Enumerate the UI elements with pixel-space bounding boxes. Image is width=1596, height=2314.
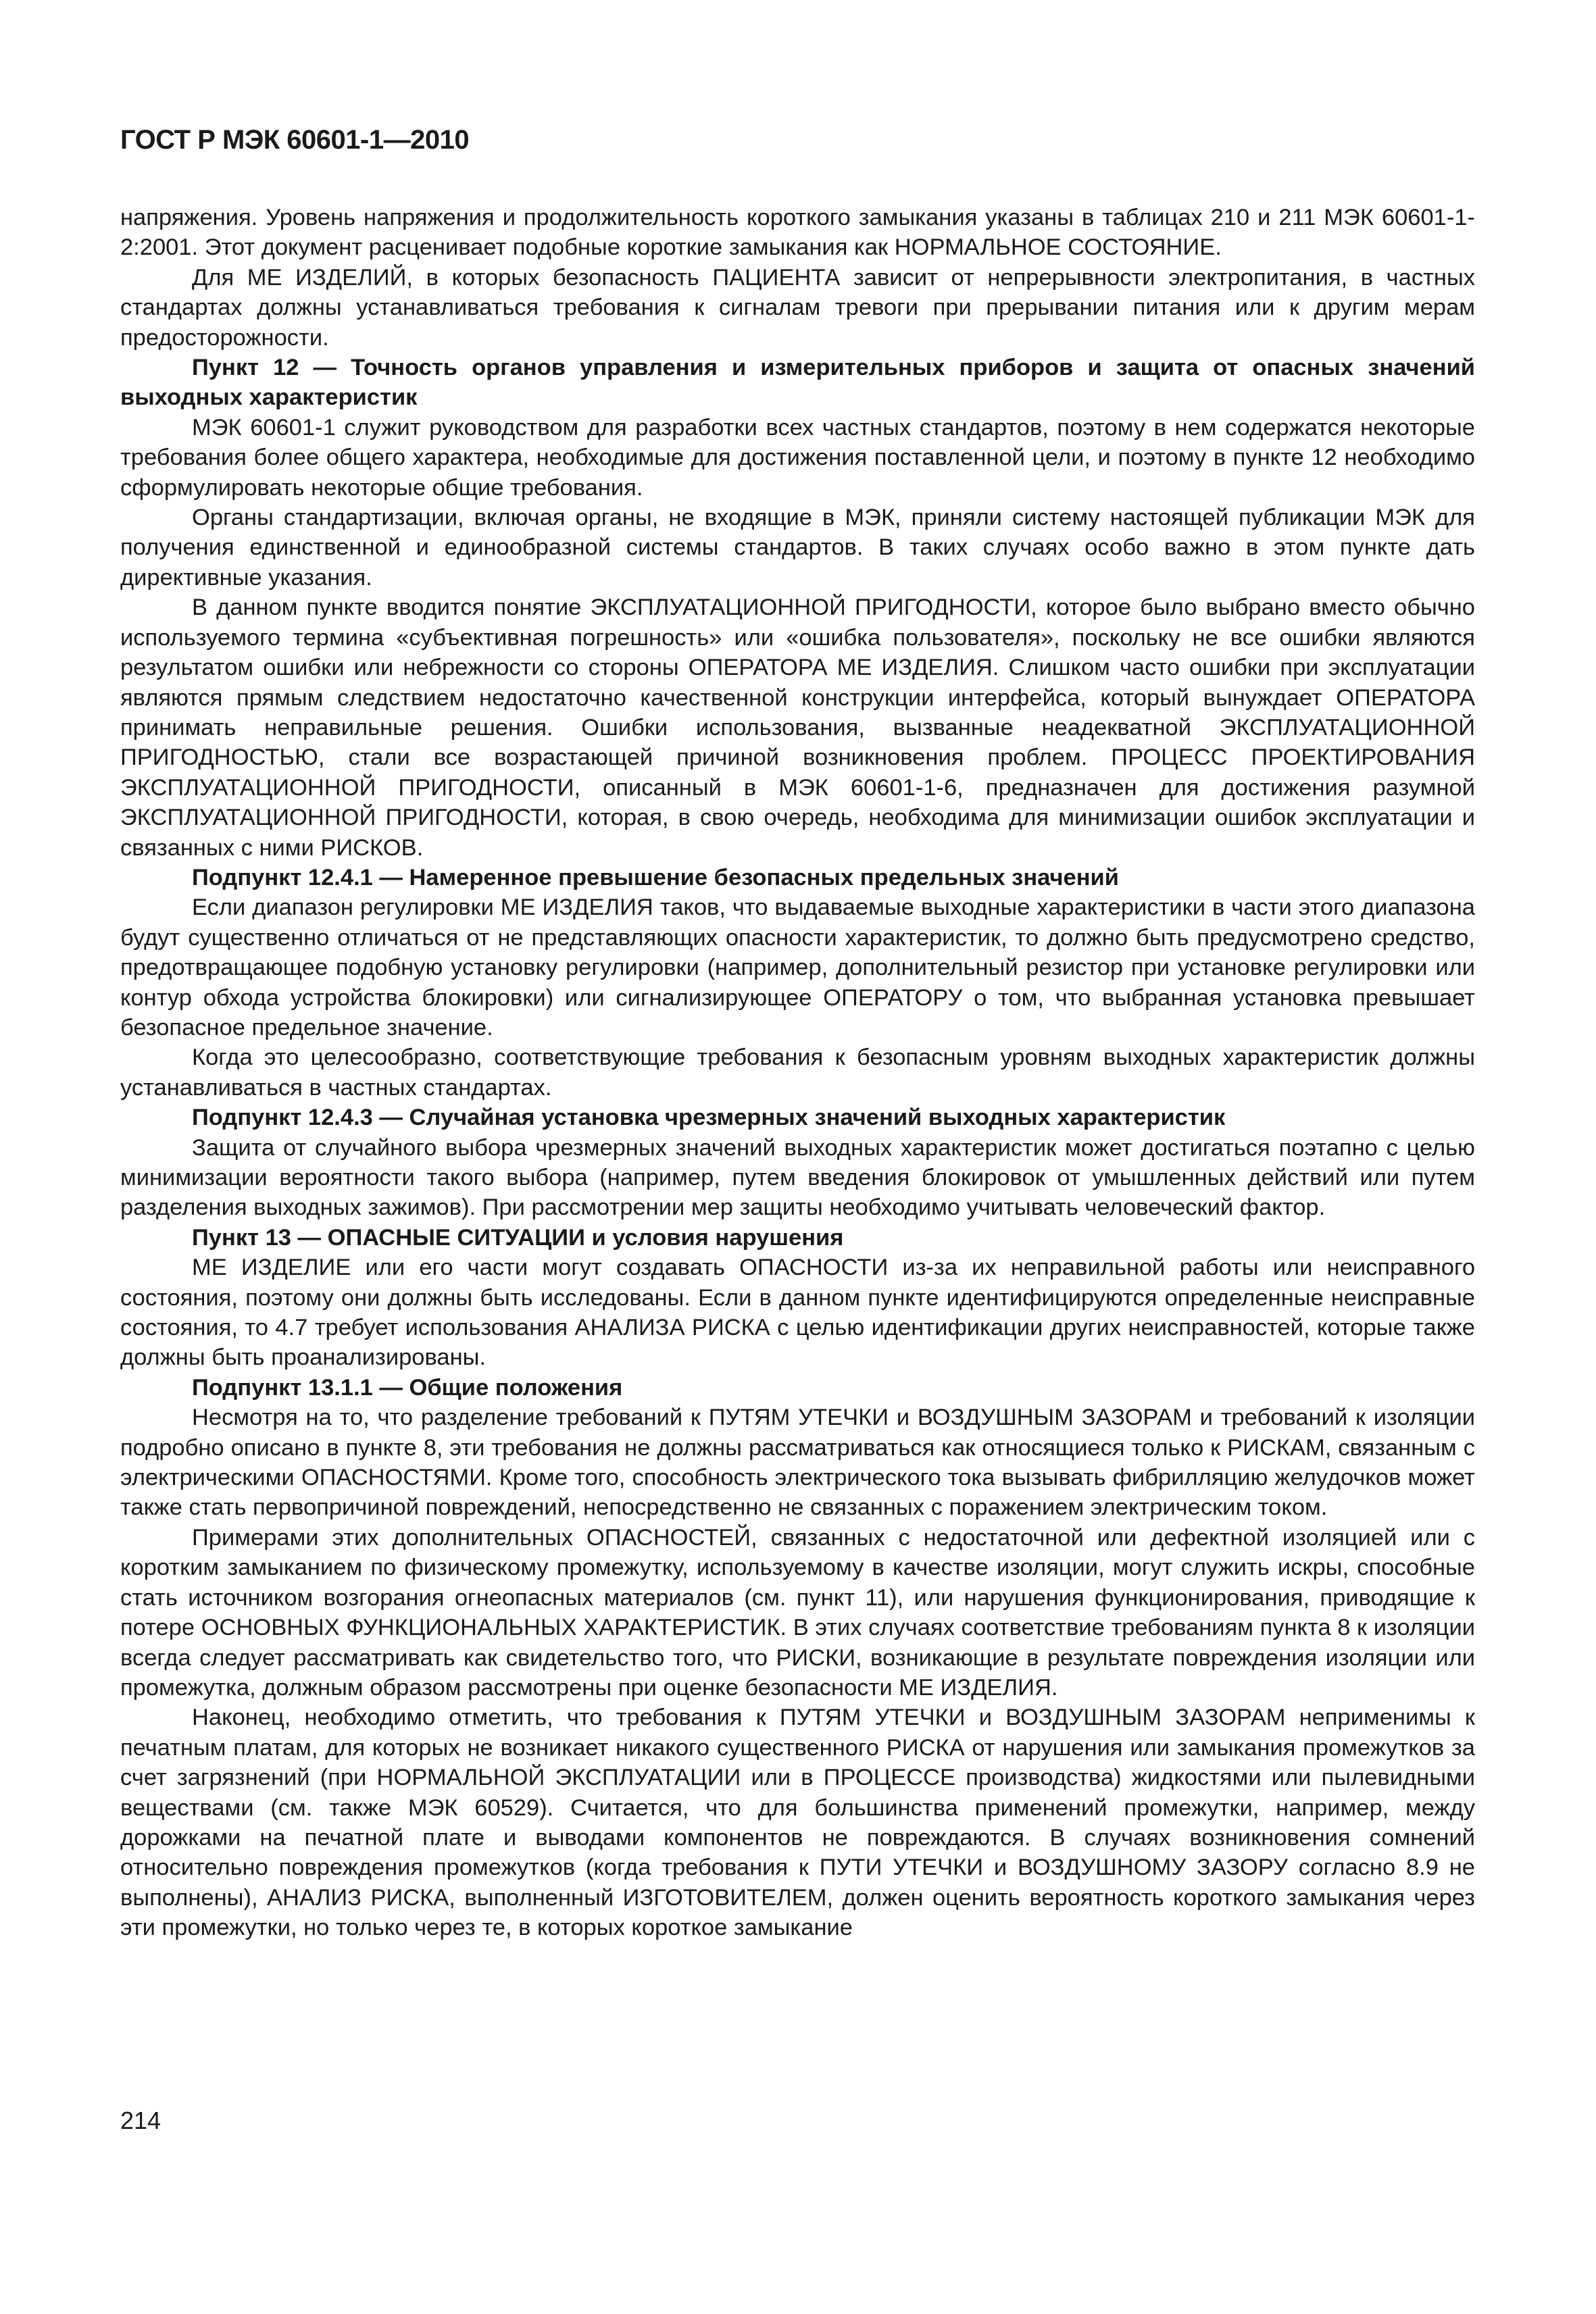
section-heading-subclause-12-4-1: Подпункт 12.4.1 — Намеренное превышение безопасных предельных значений xyxy=(192,864,1119,890)
paragraph: Примерами этих дополнительных ОПАСНОСТЕЙ, связанных с недостаточной или дефектной изоляцией или с коротким замыканием по физическому промежутку, используемому в качестве изоляции, могут служить искры, способные стать источником возгорания огнеопасных материалов (см. пункт 11), или нарушения функционирования, приводящие к потере ОСНОВНЫХ ФУНКЦИОНАЛЬНЫХ ХАРАКТЕРИСТИК. В этих случаях соответствие требованиям пункта 8 к изоляции всегда следует рассматривать как свидетельство того, что РИСКИ, возникающие в результате повреждения изоляции или промежутка, должным образом рассмотрены при оценке безопасности ME ИЗДЕЛИЯ. xyxy=(120,1524,1475,1701)
section-heading-subclause-13-1-1: Подпункт 13.1.1 — Общие положения xyxy=(192,1374,623,1401)
paragraph: Для ME ИЗДЕЛИЙ, в которых безопасность ПАЦИЕНТА зависит от непрерывности электропитания, в частных стандартах должны устанавливаться требования к сигналам тревоги при прерывании питания или к другим мерам предосторожности. xyxy=(120,264,1475,351)
paragraph: Органы стандартизации, включая органы, не входящие в МЭК, приняли систему настоящей публикации МЭК для получения единственной и единообразной системы стандартов. В таких случаях особо важно в этом пункте дать директивные указания. xyxy=(120,505,1475,590)
paragraph-continuation: напряжения. Уровень напряжения и продолжительность короткого замыкания указаны в таблицах 210 и 211 МЭК 60601-1-2:2001. Этот документ расценивает подобные короткие замыкания как НОРМАЛЬНОЕ СОСТОЯНИЕ. xyxy=(120,205,1475,261)
paragraph: Если диапазон регулировки ME ИЗДЕЛИЯ таков, что выдаваемые выходные характеристики в части этого диапазона будут существенно отличаться от не представляющих опасности характеристик, то должно быть предусмотрено средство, предотвращающее подобную установку регулировки (например, дополнительный резистор при установке регулировки или контур обхода устройства блокировки) или сигнализирующее ОПЕРАТОРУ о том, что выбранная установка превышает безопасное предельное значение. xyxy=(120,895,1475,1040)
section-heading-clause-12: Пункт 12 — Точность органов управления и измерительных приборов и защита от опасных значений выходных характеристик xyxy=(120,355,1475,411)
paragraph: ME ИЗДЕЛИЕ или его части могут создавать ОПАСНОСТИ из-за их неправильной работы или неисправного состояния, поэтому они должны быть исследованы. Если в данном пункте идентифицируются определенные неисправные состояния, то 4.7 требует использования АНАЛИЗА РИСКА с целью идентификации других неисправностей, которые также должны быть проанализированы. xyxy=(120,1255,1475,1371)
paragraph: Защита от случайного выбора чрезмерных значений выходных характеристик может достигаться поэтапно с целью минимизации вероятности такого выбора (например, путем введения блокировок от умышленных действий или путем разделения выходных зажимов). При рассмотрении мер защиты необходимо учитывать человеческий фактор. xyxy=(120,1134,1475,1221)
paragraph: Наконец, необходимо отметить, что требования к ПУТЯМ УТЕЧКИ и ВОЗДУШНЫМ ЗАЗОРАМ неприменимы к печатным платам, для которых не возникает никакого существенного РИСКА от нарушения или замыкания промежутков за счет загрязнений (при НОРМАЛЬНОЙ ЭКСПЛУАТАЦИИ или в ПРОЦЕССЕ производства) жидкостями или пылевидными веществами (см. также МЭК 60529). Считается, что для большинства применений промежутки, например, между дорожками на печатной плате и выводами компонентов не повреждаются. В случаях возникновения сомнений относительно повреждения промежутков (когда требования к ПУТИ УТЕЧКИ и ВОЗДУШНОМУ ЗАЗОРУ согласно 8.9 не выполнены), АНАЛИЗ РИСКА, выполненный ИЗГОТОВИТЕЛЕМ, должен оценить вероятность короткого замыкания через эти промежутки, но только через те, в которых короткое замыкание xyxy=(120,1705,1475,1941)
section-heading-clause-13: Пункт 13 — ОПАСНЫЕ СИТУАЦИИ и условия нарушения xyxy=(192,1224,844,1251)
document-header: ГОСТ Р МЭК 60601-1—2010 xyxy=(120,125,470,155)
paragraph: Когда это целесообразно, соответствующие требования к безопасным уровням выходных характеристик должны устанавливаться в частных стандартах. xyxy=(120,1045,1475,1101)
section-heading-subclause-12-4-3: Подпункт 12.4.3 — Случайная установка чрезмерных значений выходных характеристик xyxy=(192,1105,1226,1131)
paragraph: Несмотря на то, что разделение требований к ПУТЯМ УТЕЧКИ и ВОЗДУШНЫМ ЗАЗОРАМ и требований к изоляции подробно описано в пункте 8, эти требования не должны рассматриваться как относящиеся только к РИСКАМ, связанным с электрическими ОПАСНОСТЯМИ. Кроме того, способность электрического тока вызывать фибрилляцию желудочков может также стать первопричиной повреждений, непосредственно не связанных с поражением электрическим током. xyxy=(120,1405,1475,1521)
paragraph: В данном пункте вводится понятие ЭКСПЛУАТАЦИОННОЙ ПРИГОДНОСТИ, которое было выбрано вместо обычно используемого термина «субъективная погрешность» или «ошибка пользователя», поскольку не все ошибки являются результатом ошибки или небрежности со стороны ОПЕРАТОРА ME ИЗДЕЛИЯ. Слишком часто ошибки при эксплуатации являются прямым следствием недостаточно качественной конструкции интерфейса, который вынуждает ОПЕРАТОРА принимать неправильные решения. Ошибки использования, вызванные неадекватной ЭКСПЛУАТАЦИОННОЙ ПРИГОДНОСТЬЮ, стали все возрастающей причиной возникновения проблем. ПРОЦЕСС ПРОЕКТИРОВАНИЯ ЭКСПЛУАТАЦИОННОЙ ПРИГОДНОСТИ, описанный в МЭК 60601-1-6, предназначен для достижения разумной ЭКСПЛУАТАЦИОННОЙ ПРИГОДНОСТИ, которая, в свою очередь, необходима для минимизации ошибок эксплуатации и связанных с ними РИСКОВ. xyxy=(120,595,1475,861)
paragraph: МЭК 60601-1 служит руководством для разработки всех частных стандартов, поэтому в нем содержатся некоторые требования более общего характера, необходимые для достижения поставленной цели, и поэтому в пункте 12 необходимо сформулировать некоторые общие требования. xyxy=(120,414,1475,501)
page-number: 214 xyxy=(120,2107,161,2134)
document-body xyxy=(120,203,1475,1943)
